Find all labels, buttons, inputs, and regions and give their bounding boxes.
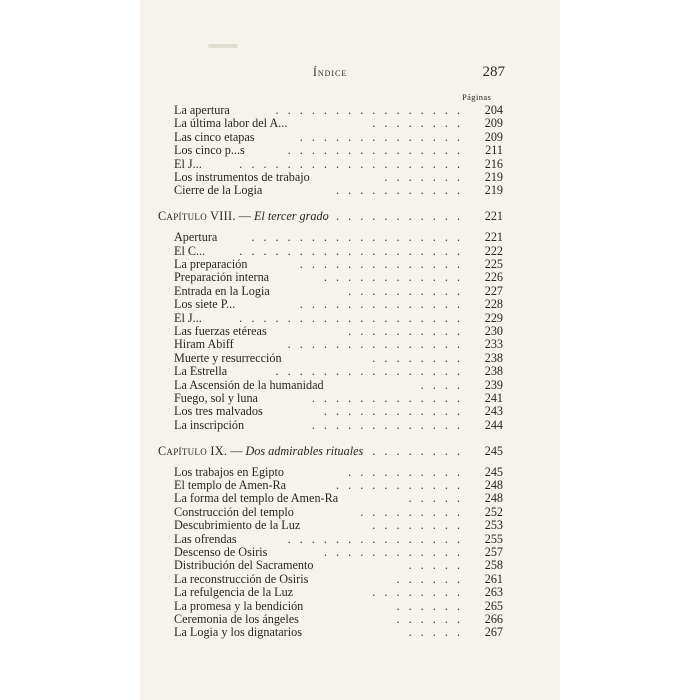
dot-leader: . . . . . . . . . . <box>348 324 463 338</box>
toc-entry <box>174 405 503 418</box>
entry-title: Entrada en la Logia <box>174 283 270 298</box>
toc-entry <box>174 352 503 365</box>
entry-title: La última labor del A... <box>174 116 288 131</box>
entry-title: La reconstrucción de Osiris <box>174 571 309 586</box>
dot-leader: . . . . . . . . . . <box>348 465 463 479</box>
dot-leader: . . . . . . . . . . . . <box>323 209 463 224</box>
entry-title: Construcción del templo <box>174 504 294 519</box>
entry-title: Los cinco p...s <box>174 143 245 158</box>
page-number: 287 <box>482 64 505 80</box>
entry-page: 266 <box>484 611 503 626</box>
toc-entry <box>174 117 503 130</box>
dot-leader: . . . . . . . . . . . . . <box>311 418 463 432</box>
chapter-number: Capítulo VIII. <box>158 209 236 224</box>
dot-leader: . . . . . . <box>396 612 463 626</box>
toc-entry <box>174 600 503 613</box>
entry-title: La Ascensión de la humanidad <box>174 377 324 392</box>
entry-title: Las fuerzas etéreas <box>174 323 267 338</box>
entry-page: 211 <box>485 143 503 158</box>
entry-page: 253 <box>484 518 503 533</box>
toc-entry <box>174 338 503 351</box>
entry-title: Apertura <box>174 230 218 245</box>
toc-entry <box>174 258 503 271</box>
entry-page: 265 <box>484 598 503 613</box>
entry-page: 209 <box>484 116 503 131</box>
dot-leader: . . . . . <box>408 626 463 640</box>
entry-title: La Logia y los dignatarios <box>174 625 302 640</box>
entry-title: Hiram Abiff <box>174 337 234 352</box>
entry-page: 209 <box>484 129 503 144</box>
toc-entry <box>174 184 503 197</box>
toc-entry <box>174 171 503 184</box>
toc-entry <box>174 365 503 378</box>
entry-title: El J... <box>174 156 202 171</box>
dot-leader: . . . . . . . <box>384 170 463 184</box>
entry-page: 239 <box>484 377 503 392</box>
entry-title: Los trabajos en Egipto <box>174 464 285 479</box>
toc-group-3 <box>158 466 503 640</box>
entry-page: 204 <box>484 103 503 117</box>
toc-entry <box>174 158 503 171</box>
dot-leader: . . . . . . . . <box>372 351 463 365</box>
toc-group-1 <box>158 104 503 198</box>
toc-entry <box>174 379 503 392</box>
dot-leader: . . . . . . . . . . . <box>336 184 463 198</box>
dot-leader: . . . . . . . . . . . . . . . . . . . <box>239 244 463 258</box>
entry-title: Ceremonia de los ángeles <box>174 611 299 626</box>
toc-entry <box>174 492 503 505</box>
toc-entry <box>174 419 503 432</box>
toc-chapter-9 <box>158 444 503 458</box>
dot-leader: . . . . . . . . . . . . . . . . <box>275 104 463 117</box>
toc-entry <box>174 312 503 325</box>
entry-title: Las cinco etapas <box>174 129 255 144</box>
chapter-number: Capítulo IX. <box>158 443 228 458</box>
entry-page: 255 <box>484 531 503 546</box>
entry-title: El templo de Amen-Ra <box>174 477 287 492</box>
toc-entry <box>174 298 503 311</box>
entry-page: 238 <box>484 364 503 379</box>
toc-group-2 <box>158 231 503 432</box>
page-header <box>160 64 505 84</box>
entry-page: 222 <box>484 243 503 258</box>
entry-title: Los siete P... <box>174 297 236 312</box>
dot-leader: . . . . . . <box>396 572 463 586</box>
dot-leader: . . . . . . . . <box>372 117 463 131</box>
toc-entry <box>174 245 503 258</box>
toc-entry <box>174 466 503 479</box>
entry-title: Descenso de Osiris <box>174 544 268 559</box>
chapter-title: El tercer grado <box>253 209 329 224</box>
entry-page: 230 <box>484 323 503 338</box>
entry-title: Las ofrendas <box>174 531 237 546</box>
entry-page: 238 <box>484 350 503 365</box>
toc-entry <box>174 231 503 244</box>
toc-entry <box>174 546 503 559</box>
entry-page: 245 <box>484 464 503 479</box>
dot-leader: . . . . . . . . . . . . . . . . <box>275 365 463 379</box>
toc-entry <box>174 325 503 338</box>
toc-entry <box>174 104 503 117</box>
dot-leader: . . . . . <box>408 492 463 506</box>
entry-title: Cierre de la Logia <box>174 183 263 198</box>
entry-page: 252 <box>484 504 503 519</box>
entry-page: 228 <box>484 297 503 312</box>
toc-entry <box>174 144 503 157</box>
dot-leader: . . . . . . . . . . <box>348 284 463 298</box>
entry-title: Distribución del Sacramento <box>174 558 314 573</box>
entry-page: 233 <box>484 337 503 352</box>
chapter-page: 245 <box>484 443 503 458</box>
entry-title: Descubrimiento de la Luz <box>174 518 301 533</box>
dot-leader: . . . . . . . . . . . . . . . . . . . <box>239 157 463 171</box>
entry-page: 244 <box>484 417 503 432</box>
entry-page: 221 <box>484 230 503 245</box>
entry-page: 243 <box>484 404 503 419</box>
dot-leader: . . . . . . . . . . . . . . <box>299 130 463 144</box>
entry-page: 267 <box>484 625 503 640</box>
entry-page: 216 <box>484 156 503 171</box>
dot-leader: . . . . . . . . . . . . . . . <box>287 144 463 158</box>
toc-entry <box>174 519 503 532</box>
entry-page: 241 <box>484 390 503 405</box>
toc-entry <box>174 626 503 639</box>
entry-page: 248 <box>484 477 503 492</box>
running-title: Índice <box>313 67 348 79</box>
dot-leader: . . . . . . . . . . . . . <box>311 391 463 405</box>
dot-leader: . . . . . . . . . . . . . . . <box>287 532 463 546</box>
chapter-page: 221 <box>484 209 503 224</box>
dot-leader: . . . . . . . . <box>372 443 463 458</box>
toc-entry <box>174 559 503 572</box>
dot-leader: . . . . . . . . . <box>360 505 463 519</box>
chapter-separator: — <box>227 443 246 458</box>
entry-title: La Estrella <box>174 364 228 379</box>
toc-entry <box>174 392 503 405</box>
entry-title: La preparación <box>174 257 248 272</box>
toc-entry <box>174 479 503 492</box>
entry-title: La refulgencia de la Luz <box>174 585 294 600</box>
dot-leader: . . . . . . . . . . . . . . . <box>287 338 463 352</box>
dot-leader: . . . . . . . . <box>372 586 463 600</box>
entry-page: 229 <box>484 310 503 325</box>
toc-entry <box>174 613 503 626</box>
entry-title: Fuego, sol y luna <box>174 390 258 405</box>
entry-page: 226 <box>484 270 503 285</box>
entry-title: La forma del templo de Amen-Ra <box>174 491 339 506</box>
entry-page: 257 <box>484 544 503 559</box>
entry-page: 219 <box>484 183 503 198</box>
page-smudge <box>208 44 238 48</box>
dot-leader: . . . . . . . . . . . . <box>323 271 463 285</box>
entry-page: 227 <box>484 283 503 298</box>
entry-title: El J... <box>174 310 202 325</box>
entry-page: 248 <box>484 491 503 506</box>
dot-leader: . . . . . . . . <box>372 519 463 533</box>
chapter-title: Dos admirables rituales <box>245 443 364 458</box>
dot-leader: . . . . . . . . . . . . <box>323 405 463 419</box>
toc-entry <box>174 285 503 298</box>
toc-entry <box>174 506 503 519</box>
dot-leader: . . . . . . . . . . . . . . . . . . . <box>239 311 463 325</box>
dot-leader: . . . . . . . . . . . . . . <box>299 298 463 312</box>
entry-title: Preparación interna <box>174 270 270 285</box>
toc-entry <box>174 573 503 586</box>
entry-title: La promesa y la bendición <box>174 598 304 613</box>
dot-leader: . . . . . . <box>396 599 463 613</box>
entry-page: 261 <box>484 571 503 586</box>
entry-title: Los tres malvados <box>174 404 263 419</box>
pages-column-label: Páginas <box>462 92 492 102</box>
entry-title: La apertura <box>174 103 230 117</box>
entry-page: 219 <box>484 169 503 184</box>
toc-chapter-8 <box>158 209 503 223</box>
table-of-contents <box>158 104 503 640</box>
dot-leader: . . . . . . . . . . . . . . <box>299 258 463 272</box>
entry-page: 258 <box>484 558 503 573</box>
dot-leader: . . . . . . . . . . . . <box>323 545 463 559</box>
entry-page: 263 <box>484 585 503 600</box>
dot-leader: . . . . <box>420 378 463 392</box>
entry-title: La inscripción <box>174 417 245 432</box>
dot-leader: . . . . . . . . . . . . . . . . . . <box>251 231 463 245</box>
entry-title: El C... <box>174 243 206 258</box>
toc-entry <box>174 271 503 284</box>
entry-page: 225 <box>484 257 503 272</box>
dot-leader: . . . . . <box>408 559 463 573</box>
toc-entry <box>174 131 503 144</box>
toc-entry <box>174 533 503 546</box>
toc-entry <box>174 586 503 599</box>
entry-title: Muerte y resurrección <box>174 350 282 365</box>
entry-title: Los instrumentos de trabajo <box>174 169 310 184</box>
dot-leader: . . . . . . . . . . . <box>336 478 463 492</box>
chapter-separator: — <box>235 209 254 224</box>
